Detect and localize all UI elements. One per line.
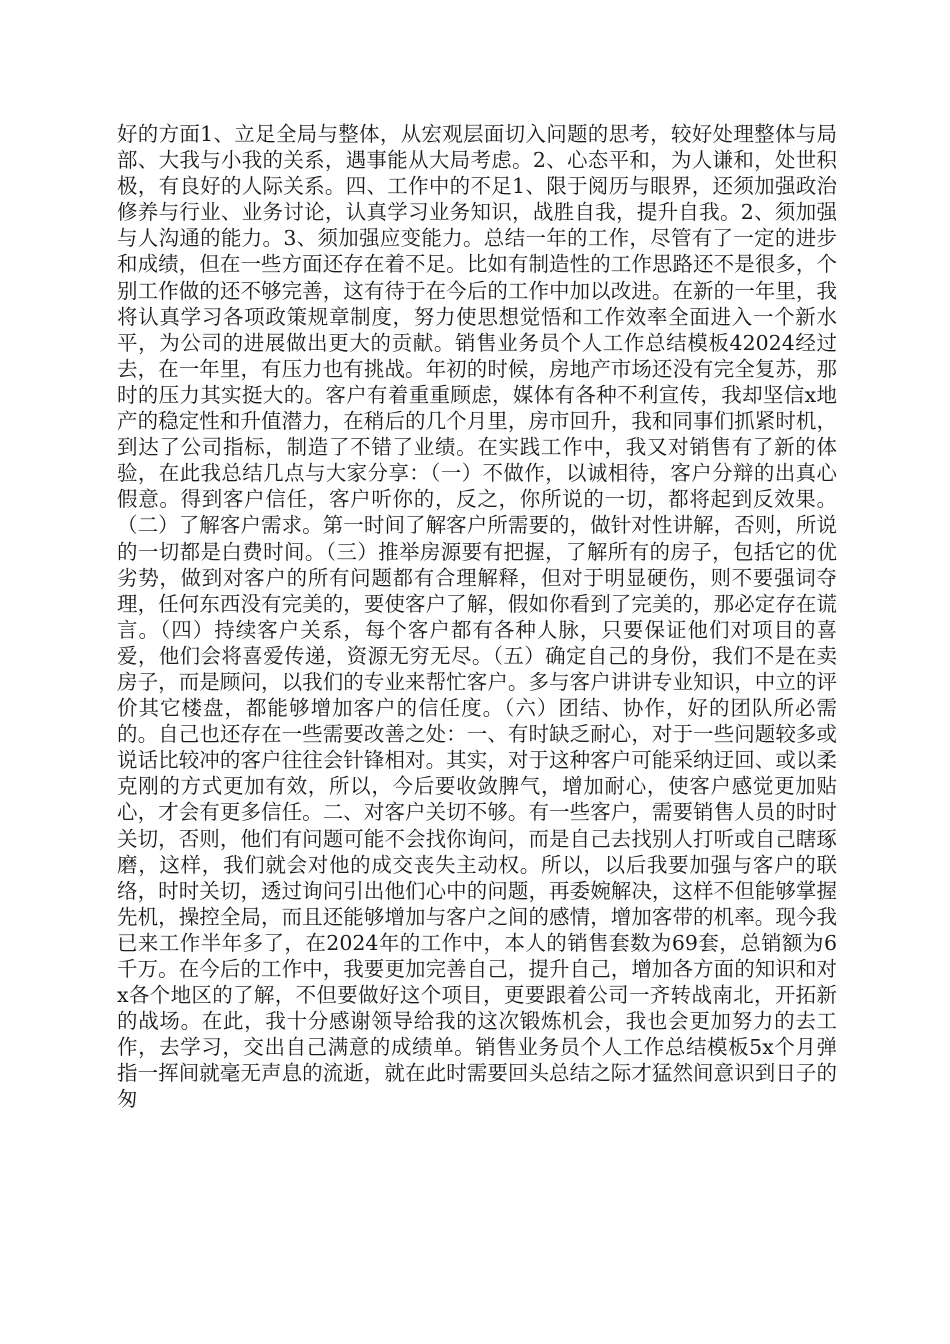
body-paragraph: 好的方面1、立足全局与整体，从宏观层面切入问题的思考，较好处理整体与局部、大我与小我的关系，遇事能从大局考虑。2、心态平和，为人谦和，处世积极，有良好的人际关系。四、工作中的不足1、限于阅历与眼界，还须加强政治修养与行业、业务讨论，认真学习业务知识，战胜自我，提升自我。2、须加强与人沟通的能力。3、须加强应变能力。总结一年的工作，尽管有了一定的进步和成绩，但在一些方面还存在着不足。比如有制造性的工作思路还不是很多，个别工作做的还不够完善，这有待于在今后的工作中加以改进。在新的一年里，我将认真学习各项政策规章制度，努力使思想觉悟和工作效率全面进入一个新水平，为公司的进展做出更大的贡献。销售业务员个人工作总结模板42024经过去，在一年里，有压力也有挑战。年初的时候，房地产市场还没有完全复苏，那时的压力其实挺大的。客户有着重重顾虑，媒体有各种不利宣传，我却坚信x地产的稳定性和升值潜力，在稍后的几个月里，房市回升，我和同事们抓紧时机，到达了公司指标，制造了不错了业绩。在实践工作中，我又对销售有了新的体验，在此我总结几点与大家分享：（一）不做作，以诚相待，客户分辩的出真心假意。得到客户信任，客户听你的，反之，你所说的一切，都将起到反效果。（二）了解客户需求。第一时间了解客户所需要的，做针对性讲解，否则，所说的一切都是白费时间。（三）推举房源要有把握，了解所有的房子，包括它的优劣势，做到对客户的所有问题都有合理解释，但对于明显硬伤，则不要强词夺理，任何东西没有完美的，要使客户了解，假如你看到了完美的，那必定存在谎言。（四）持续客户关系，每个客户都有各种人脉，只要保证他们对项目的喜爱，他们会将喜爱传递，资源无穷无尽。（五）确定自己的身份，我们不是在卖房子，而是顾问，以我们的专业来帮忙客户。多与客户讲讲专业知识，中立的评价其它楼盘，都能够增加客户的信任度。（六）团结、协作，好的团队所必需的。自己也还存在一些需要改善之处：一、有时缺乏耐心，对于一些问题较多或说话比较冲的客户往往会针锋相对。其实，对于这种客户可能采纳迂回、或以柔克刚的方式更加有效，所以，今后要收敛脾气，增加耐心，使客户感觉更加贴心，才会有更多信任。二、对客户关切不够。有一些客户，需要销售人员的时时关切，否则，他们有问题可能不会找你询问，而是自己去找别人打听或自己瞎琢磨，这样，我们就会对他的成交丧失主动权。所以，以后我要加强与客户的联络，时时关切，透过询问引出他们心中的问题，再委婉解决，这样不但能够掌握先机，操控全局，而且还能够增加与客户之间的感情，增加客带的机率。现今我已来工作半年多了，在2024年的工作中，本人的销售套数为69套，总销额为6千万。在今后的工作中，我要更加完善自己，提升自己，增加各方面的知识和对x各个地区的了解，不但要做好这个项目，更要跟着公司一齐转战南北，开拓新的战场。在此，我十分感谢领导给我的这次锻炼机会，我也会更加努力的去工作，去学习，交出自己满意的成绩单。销售业务员个人工作总结模板5x个月弹指一挥间就毫无声息的流逝，就在此时需要回头总结之际才猛然间意识到日子的匆	[117, 122, 837, 1112]
